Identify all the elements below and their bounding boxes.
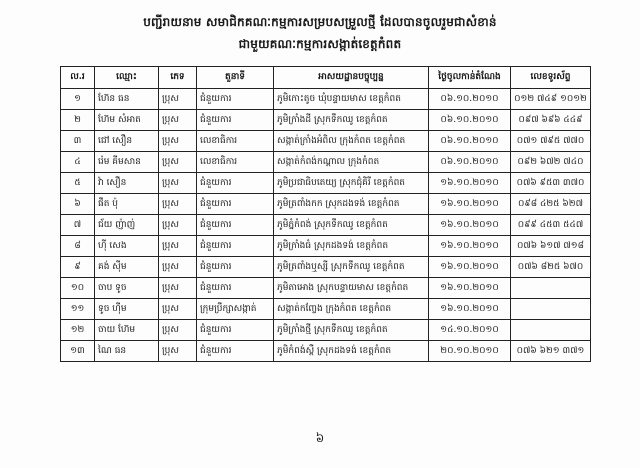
- cell-number: ១៣: [61, 341, 95, 362]
- cell-role: ជំនួយការ: [197, 278, 274, 299]
- cell-date: ២០.១០.២០១០: [429, 341, 511, 362]
- cell-address: សង្កាត់កំពង់កណ្ដាល ក្រុងកំពត: [274, 152, 429, 173]
- cell-role: លេខាធិការ: [197, 131, 274, 152]
- cell-sex: ប្រុស: [159, 215, 197, 236]
- cell-address: ភូមិកោះតូច ឃុំបន្ទាយមាស ខេត្តកំពត: [274, 89, 429, 110]
- cell-phone: ០១២ ៧៤៩ ១០១២: [511, 89, 591, 110]
- table-row: [61, 194, 591, 215]
- col-header-sex: ភេទ: [159, 67, 197, 89]
- cell-phone: ០៩៧ ៦៩៦ ៤៤៩: [511, 110, 591, 131]
- cell-role: ជំនួយការ: [197, 110, 274, 131]
- col-header-date: ថ្ងៃចូលកាន់តំណែង: [429, 67, 511, 89]
- cell-date: ០៦.១០.២០១០: [429, 110, 511, 131]
- cell-name: ទូច ហ៊ីម: [95, 299, 159, 320]
- cell-address: ភូមិក្រាំងដី ស្រុកទឹកឈូ ខេត្តកំពត: [274, 110, 429, 131]
- cell-name: ជៅ សឿន: [95, 131, 159, 152]
- cell-role: ក្រុមប្រឹក្សាសង្កាត់: [197, 299, 274, 320]
- cell-phone: ០៧៦ ៩៥៣ ៣៧០: [511, 173, 591, 194]
- cell-address: ភូមិត្រពាំងឬស្សី ស្រុកទឹកឈូ ខេត្តកំពត: [274, 257, 429, 278]
- cell-phone: [511, 320, 591, 341]
- cell-sex: ប្រុស: [159, 131, 197, 152]
- cell-name: ចាប ទូច: [95, 278, 159, 299]
- cell-sex: ប្រុស: [159, 299, 197, 320]
- cell-role: ជំនួយការ: [197, 236, 274, 257]
- cell-role: ជំនួយការ: [197, 215, 274, 236]
- table-row: [61, 89, 591, 110]
- cell-role: ជំនួយការ: [197, 341, 274, 362]
- cell-sex: ប្រុស: [159, 278, 197, 299]
- cell-number: ៥: [61, 173, 95, 194]
- table-row: [61, 215, 591, 236]
- cell-sex: ប្រុស: [159, 236, 197, 257]
- table-row: [61, 110, 591, 131]
- cell-date: ០៦.១០.២០១០: [429, 131, 511, 152]
- cell-name: ណៃ ធន: [95, 341, 159, 362]
- cell-sex: ប្រុស: [159, 257, 197, 278]
- cell-phone: ០៧១ ៧៩៥ ៧៧០: [511, 131, 591, 152]
- cell-phone: ០៧៦ ៦២១ ៣៧១: [511, 341, 591, 362]
- cell-address: ភូមិក្រាំងធំ ស្រុកដងទង់ ខេត្តកំពត: [274, 236, 429, 257]
- cell-phone: ០៩៩ ៤៥៣ ៥៤៧: [511, 215, 591, 236]
- cell-sex: ប្រុស: [159, 194, 197, 215]
- table-row: [61, 152, 591, 173]
- cell-phone: ០៩២ ៦៧២ ៧៤០: [511, 152, 591, 173]
- cell-number: ១១: [61, 299, 95, 320]
- cell-address: ភូមិតាអោង ស្រុកបន្ទាយមាស ខេត្តកំពត: [274, 278, 429, 299]
- cell-sex: ប្រុស: [159, 89, 197, 110]
- table-row: [61, 320, 591, 341]
- cell-address: ភូមិភ្នំកំពង់ ស្រុកទឹកឈូ ខេត្តកំពត: [274, 215, 429, 236]
- cell-number: ៨: [61, 236, 95, 257]
- table-row: [61, 341, 591, 362]
- cell-name: ផឹត ប៉ុ: [95, 194, 159, 215]
- cell-name: គង់ ស៊ីម: [95, 257, 159, 278]
- cell-address: ភូមិប្រជាធិបតេយ្យ ស្រុកជុំគិរី ខេត្តកំពត: [274, 173, 429, 194]
- table-row: [61, 299, 591, 320]
- table-header-row: [61, 67, 591, 89]
- cell-date: ០៦.១០.២០១០: [429, 89, 511, 110]
- cell-number: ២: [61, 110, 95, 131]
- col-header-number: ល.រ: [61, 67, 95, 89]
- cell-number: ៦: [61, 194, 95, 215]
- cell-number: ៤: [61, 152, 95, 173]
- cell-number: ១២: [61, 320, 95, 341]
- cell-date: ១៦.១០.២០១០: [429, 194, 511, 215]
- table-row: [61, 131, 591, 152]
- cell-date: ១៦.១០.២០១០: [429, 173, 511, 194]
- cell-name: រ៉េម គីមសាន: [95, 152, 159, 173]
- cell-name: ចាយ ហ៊ែម: [95, 320, 159, 341]
- cell-role: ជំនួយការ: [197, 173, 274, 194]
- cell-sex: ប្រុស: [159, 110, 197, 131]
- cell-date: ១៦.១០.២០១០: [429, 278, 511, 299]
- cell-number: ៩: [61, 257, 95, 278]
- col-header-role: តួនាទី: [197, 67, 274, 89]
- cell-number: ៧: [61, 215, 95, 236]
- table-row: [61, 173, 591, 194]
- cell-role: ជំនួយការ: [197, 320, 274, 341]
- member-table: [60, 66, 591, 362]
- document-title: បញ្ជីរាយនាម សមាជិកគណៈកម្មការសម្របសម្រួលថ្មី ដែលបានចូលរួមជាសំខាន់: [143, 15, 497, 29]
- col-header-name: ឈ្មោះ: [95, 67, 159, 89]
- cell-sex: ប្រុស: [159, 320, 197, 341]
- cell-sex: ប្រុស: [159, 173, 197, 194]
- cell-name: ហ៊ី សេង: [95, 236, 159, 257]
- table-row: [61, 278, 591, 299]
- col-header-address: អាសយដ្ឋានបច្ចុប្បន្ន: [274, 67, 429, 89]
- table-row: [61, 257, 591, 278]
- cell-date: ១៦.១០.២០១០: [429, 257, 511, 278]
- cell-number: ១០: [61, 278, 95, 299]
- cell-sex: ប្រុស: [159, 152, 197, 173]
- cell-date: ១៦.១០.២០១០: [429, 236, 511, 257]
- cell-name: ជ័យ ញ៉ាញ់: [95, 215, 159, 236]
- cell-phone: [511, 278, 591, 299]
- cell-date: ០៦.១០.២០១០: [429, 152, 511, 173]
- cell-date: ១៤.១០.២០១០: [429, 320, 511, 341]
- cell-phone: [511, 299, 591, 320]
- cell-number: ៣: [61, 131, 95, 152]
- cell-phone: ០៩៨ ៤២៥ ៦២៧: [511, 194, 591, 215]
- cell-number: ១: [61, 89, 95, 110]
- cell-phone: ០៧៦ ៦១៧ ៧១៨: [511, 236, 591, 257]
- cell-date: ១៦.១០.២០១០: [429, 215, 511, 236]
- cell-role: ជំនួយការ: [197, 257, 274, 278]
- cell-sex: ប្រុស: [159, 341, 197, 362]
- cell-name: ហ៊ែន ធន: [95, 89, 159, 110]
- page-number: ៦: [315, 431, 325, 445]
- cell-address: សង្កាត់កញ្ចែង ក្រុងកំពត ខេត្តកំពត: [274, 299, 429, 320]
- cell-date: ១៦.១០.២០១០: [429, 299, 511, 320]
- document-subtitle: ជាមួយគណៈកម្មការសង្កាត់ខេត្តកំពត: [238, 37, 402, 51]
- cell-address: ភូមិត្រពាំងកក ស្រុកដងទង់ ខេត្តកំពត: [274, 194, 429, 215]
- cell-name: វ៉ា សឿន: [95, 173, 159, 194]
- col-header-phone: លេខទូរស័ព្ទ: [511, 67, 591, 89]
- table-row: [61, 236, 591, 257]
- cell-address: ភូមិក្រាំងថ្មី ស្រុកទឹកឈូ ខេត្តកំពត: [274, 320, 429, 341]
- cell-address: សង្កាត់ក្រាំងអំពិល ក្រុងកំពត ខេត្តកំពត: [274, 131, 429, 152]
- cell-role: ជំនួយការ: [197, 89, 274, 110]
- cell-name: ហ៊ែម សំអាត: [95, 110, 159, 131]
- cell-role: ជំនួយការ: [197, 194, 274, 215]
- cell-phone: ០៧៦ ៨២៥ ៦៧០: [511, 257, 591, 278]
- cell-address: ភូមិកំពង់ស្ពឺ ស្រុកដងទង់ ខេត្តកំពត: [274, 341, 429, 362]
- cell-role: លេខាធិការ: [197, 152, 274, 173]
